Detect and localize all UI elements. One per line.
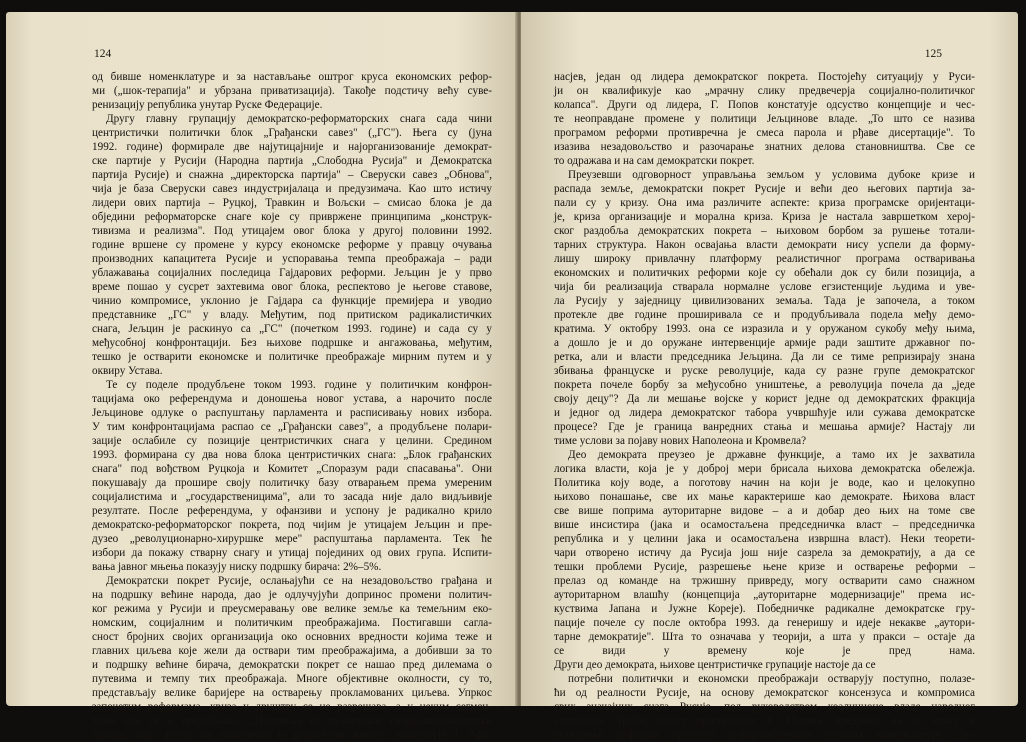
text-line: тарних структура. Након освајања власти демократи нису успели да форму-: [554, 239, 975, 251]
text-line: време пошао у сусрет захтевима овог блока, респектово је његове ставове,: [92, 281, 492, 293]
text-line: свих значајних снага Русије, под руководством коалиционе владе народног: [554, 701, 975, 713]
text-line: протекле две године проширивала се и продубљивала подела међу демо-: [554, 309, 975, 321]
text-line: партија Русије) и снажна „директорска партија" – Сверуски савез „Обнова",: [92, 169, 492, 181]
text-line: ског раздобља демократских покрета – њиховом борбом за рушење тотали-: [554, 225, 975, 237]
text-line: колапса". Други од лидера, Г. Попов констатује одсуство концепције и чес-: [554, 99, 975, 111]
text-line: од бивше номенклатуре и за настављање оштрог круса економских рефор-: [92, 71, 492, 83]
text-line: ренизацију република унутар Руске Федерације.: [92, 99, 323, 111]
text-line: ублажавања социјалних последица Гајдарових реформи. Јељцин је у прво: [92, 267, 492, 279]
text-line: ми („шок-терапија" и убрзана приватизација). Такође подстичу већу суве-: [92, 85, 492, 97]
text-line: чинио компромисе, уклонио је Гајдара са функције премијера и уводио: [92, 295, 492, 307]
text-line: остварење реформи препусте реформистичким групама номенклатуре. Де-: [554, 729, 975, 741]
text-line: тацијама око референдума и доношења новог устава, а нарочито после: [92, 393, 492, 405]
text-line: снага, Јељцин је раскинуо са „ГС" (почетком 1993. године) и сада су у: [92, 323, 492, 335]
left-page-text: [92, 70, 492, 742]
text-line: своју децу"? Да ли мешање војске у корист једне од демократских фракција: [554, 393, 975, 405]
text-line: распада земље, демократски покрет Русије и већи део његових партија за-: [554, 183, 975, 195]
text-line: представљају велике баријере на остварењу прокламованих циљева. Упркос: [92, 687, 492, 699]
text-line: Те су поделе продубљене током 1993. године у политичким конфрон-: [106, 379, 492, 391]
text-line: У тим конфронтацијама распао се „Грађански савез", а продубљене полари-: [92, 421, 492, 433]
text-line: чија би реализација стварала нормалне услове егзистенције људима и уве-: [554, 281, 975, 293]
text-line: споразума. Трећи, попут оригиналног Г. Попова, предлажу да се власт и: [554, 715, 975, 727]
text-line: потребни политички и економски преображаји остварују поступно, полазе-: [568, 673, 975, 685]
text-line: а дошло је и до оружане интервенције армије ради заштите државног по-: [554, 337, 975, 349]
text-line: пације почеле су после октобра 1993. да генеришу и идеје некакве „аутори-: [554, 617, 975, 629]
text-line: Демократски покрет Русије, ослањајући се на незадовољство грађана и: [106, 575, 492, 587]
text-line: сност бројних својих организација око основних вредности којима теже и: [92, 631, 492, 643]
text-line: кратима. У октобру 1993. она се изразила и у оружаном сукобу међу њима,: [554, 323, 975, 335]
text-line: је, криза организације и морална криза. Криза је настала завршетком херој-: [554, 211, 975, 223]
text-line: лидери ових партија – Руцкој, Травкин и Вољски – смисао блока је да: [92, 197, 492, 209]
text-line: међусобној конфронтацији. Без њихове подршке и ангажовања, међутим,: [92, 337, 492, 349]
right-page-text: [554, 70, 975, 742]
text-line: ретка, али и власти председника Јељцина. Да ли се тиме репризирају знана: [554, 351, 975, 363]
text-line: производних капацитета Русије и успоравања темпа преображаја – ради: [92, 253, 492, 265]
left-page: [6, 12, 517, 741]
text-line: 1992. године) формирале две најутицајније и најорганизованије демократ-: [92, 141, 492, 153]
text-line: 1993. формирана су два нова блока центристичких снага: „Блок грађанских: [92, 449, 492, 461]
text-line: насјев, један од лидера демократског покрета. Постојећу ситуацију у Руси-: [554, 71, 975, 83]
text-line: ћи од реалности Русије, на основу демократског консензуса и компромиса: [554, 687, 975, 699]
text-line: Политика коју воде, а поготову начин на који је воде, као и целокупно: [554, 477, 975, 489]
text-line: ске партије у Русији (Народна партија „Слободна Русија" и Демократска: [92, 155, 492, 167]
text-line: путевима и темпу тих преображаја. Многе објективне околности, су то,: [92, 673, 492, 685]
text-line: Други део демократа, њихове центристичке групације настоје да се: [554, 659, 876, 671]
text-line: економских и политичких реформи које су обећали док су били позиција, а: [554, 267, 975, 279]
text-line: пали су у кризу. Она има различите аспекте: криза програмске оријентаци-: [554, 197, 975, 209]
text-line: куствима Јапана и Јужне Кореје). Победничке радикалне демократске гру-: [554, 603, 975, 615]
text-line: снага" под вођством Руцкоја и Комитет „Споразум ради спасавања". Они: [92, 463, 492, 475]
text-line: више инсистира (јака и осамостаљена председничка власт – председничка: [554, 519, 975, 531]
text-line: главних циљева које жели да оствари тим преображајима, а добивши за то: [92, 645, 492, 657]
text-line: тима она се и продубљава. „Наставља се рушилачки социјално-економски: [92, 715, 492, 727]
text-line: године вршене су промене у курсу економске реформе у правцу очувања: [92, 239, 492, 251]
text-line: покрета почеле борбу за међусобно уништење, а револуција почела да „једе: [554, 379, 975, 391]
text-line: логика власти, која је у доброј мери брисала њихова демократска обележја.: [554, 463, 975, 475]
page-number-right: 125: [924, 48, 942, 60]
text-line: покушавају да прошире своју политичку базу отварањем према умереним: [92, 477, 492, 489]
right-page: [521, 12, 1018, 741]
text-line: зације ослабиле су позиције центристичких снага у целини. Средином: [92, 435, 492, 447]
text-line: Другу главну групацију демократско-реформаторских снага сада чини: [106, 113, 492, 125]
text-line: демократско-реформаторског покрета, под чијим је утицајем Јељцин и пре-: [92, 519, 492, 531]
text-line: социјалистима и „государственицима", али то засада није дало видљивије: [92, 491, 492, 503]
text-line: оквиру Устава.: [92, 365, 163, 377]
text-line: се види у времену које је пред нама.: [554, 645, 975, 657]
text-line: ла Русију у заједницу цивилизованих земаља. Тада је започела, а током: [554, 295, 975, 307]
text-line: тарне демократије". Шта то означава у теорији, а шта у пракси – остаје да: [554, 631, 975, 643]
text-line: тивизма и реализма". Под утицајем овог блока у другој половини 1992.: [92, 225, 492, 237]
text-line: Преузевши одговорност управљања земљом у условима дубоке кризе и: [568, 169, 975, 181]
text-line: обједини реформаторске снаге које су привржене принципима „конструк-: [92, 211, 492, 223]
text-line: центристички политички блок „Грађански савез" („ГС"). Њега су (јуна: [92, 127, 492, 139]
text-line: избори да покажу стварну снагу и утицај појединих од ових група. Испити-: [92, 547, 492, 559]
text-line: све више поприма ауторитарне видове – а и добар део њих на томе све: [554, 505, 975, 517]
page-number-left: 124: [94, 48, 112, 60]
text-line: Јељцинове одлуке о распуштању парламента и расписивању нових избора.: [92, 407, 492, 419]
text-line: збивања француске и руске револуције, када су разне групе демократског: [554, 365, 975, 377]
text-line: вања јавног мњења показују ниску подршку бирача: 2%–5%.: [92, 561, 382, 573]
text-line: ји он квалификује као „мрачну слику предвечерја социјално-политичког: [554, 85, 975, 97]
text-line: резултате. После референдума, у офанзиви и успону је радикално крило: [92, 505, 492, 517]
text-line: Део демократа преузео је државне функције, а тамо их је захватила: [568, 449, 975, 461]
text-line: процес, који делује на политички и друштвени живот", констатује Ј. Афа-: [92, 729, 492, 741]
text-line: те неоправдане промене у политици Јељцинове владе. „То што се назива: [554, 113, 975, 125]
text-line: представнике „ГС" у владу. Међутим, под притиском радикалистичких: [92, 309, 492, 321]
text-line: и једног од лидера демократског табора учвршћује или сужава демократске: [554, 407, 975, 419]
text-line: и подршку већине бирача, демократски покрет се нашао пред дилемама о: [92, 659, 492, 671]
text-line: започетим реформама, криза у друштву се не разрешава, а у неким сегмен-: [92, 701, 492, 713]
text-line: чари отворено истичу да Русија још није сазрела за демократију, а да се: [554, 547, 975, 559]
text-line: тешко је остварити економске и политичке преображаје мирним путем и у: [92, 351, 492, 363]
text-line: чија је база Сверуски савез индустријалаца и предузимача. Као што истичу: [92, 183, 492, 195]
text-line: номским, социјалним и политичким преображајима. Постигавши сагла-: [92, 617, 492, 629]
text-line: ауторитарном влашћу (концепција „ауторитарне модернизације" према ис-: [554, 589, 975, 601]
text-line: на подршку већине народа, дао је одлучујући допринос промени политич-: [92, 589, 492, 601]
text-line: ког режима у Русији и преусмеравању ове велике земље ка темељним еко-: [92, 603, 492, 615]
text-line: изазива незадовољство и разочарање знатних делова становништва. Све се: [554, 141, 975, 153]
text-line: тешки проблеми Русије, разрешење њене кризе и остварење реформи –: [554, 561, 975, 573]
text-line: дузео „револуционарно-хируршке мере" распуштања парламента. Тек ће: [92, 533, 492, 545]
text-line: лишу широку привлачну платформу реалистичног програма остваривања: [554, 253, 975, 265]
text-line: њихово понашање, све их мање карактерише као демократе. Њихова власт: [554, 491, 975, 503]
text-line: прелаз од команде на тржишну привреду, могу остварити само снажном: [554, 575, 975, 587]
text-line: процесе? Где је граница ванредних стања и мешања армије? Настају ли: [554, 421, 975, 433]
text-line: програмом реформи противречна је смеса парола и рђаве дисертације". То: [554, 127, 975, 139]
text-line: тиме услови за појаву нових Наполеона и Кромвела?: [554, 435, 807, 447]
text-line: то одражава и на сам демократски покрет.: [554, 155, 755, 167]
text-line: република и у целини јака и осамостаљена извршна власт). Неки теорети-: [554, 533, 975, 545]
